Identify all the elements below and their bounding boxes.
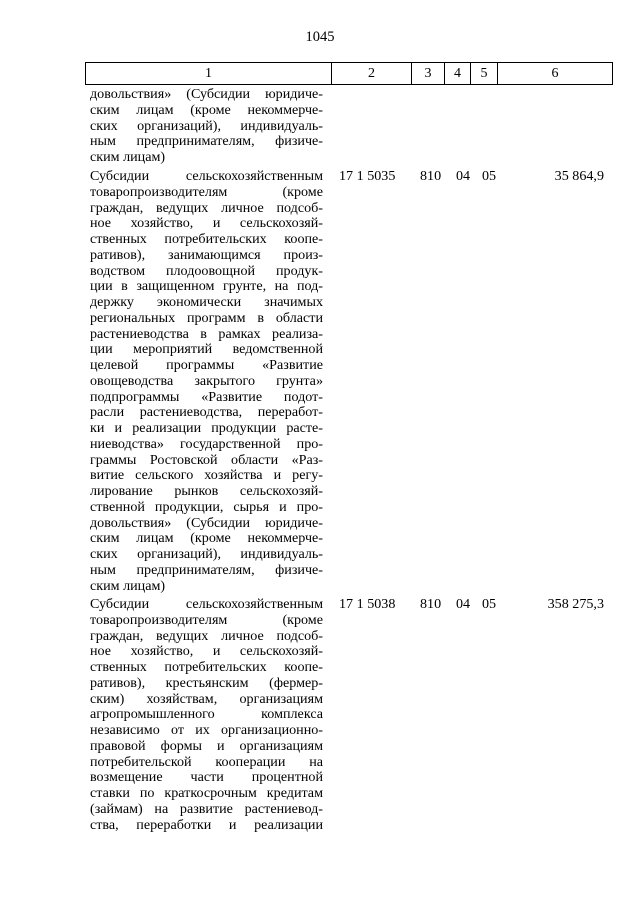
row-code: 17 1 5035 bbox=[339, 168, 396, 184]
description-line: ских организаций), индивидуаль- bbox=[90, 546, 323, 562]
description-line: возмещение части процентной bbox=[90, 769, 323, 786]
description-line: ное хозяйство, и сельскохозяй- bbox=[90, 643, 323, 660]
row-code: 17 1 5038 bbox=[339, 596, 396, 612]
row-section: 04 bbox=[456, 168, 471, 184]
description-line: ства, переработки и реализации bbox=[90, 816, 323, 833]
description-line: товаропроизводителям (кроме bbox=[90, 183, 323, 200]
description-line: довольствия» (Субсидии юридиче- bbox=[90, 86, 323, 102]
column-header-row bbox=[86, 63, 613, 85]
page-number: 1045 bbox=[305, 29, 335, 45]
column-header-6: 6 bbox=[498, 63, 613, 85]
description-line: ским лицам) bbox=[90, 577, 166, 594]
description-line: Субсидии сельскохозяйственным bbox=[90, 596, 323, 612]
description-line: держку экономически значимых bbox=[90, 294, 323, 310]
description-line: лирование рынков сельскохозяй- bbox=[90, 483, 323, 499]
row-amount: 35 864,9 bbox=[554, 168, 604, 184]
description-line: товаропроизводителям (кроме bbox=[90, 611, 323, 628]
row-description bbox=[90, 169, 323, 594]
description-line: ским) хозяйствам, организациям bbox=[90, 690, 323, 707]
description-line: граждан, ведущих личное подсоб- bbox=[90, 199, 323, 216]
description-line: ственной продукции, сырья и про- bbox=[90, 498, 323, 515]
description-line: водством плодоовощной продук- bbox=[90, 262, 323, 279]
description-line: ции в защищенном грунте, на под- bbox=[90, 278, 323, 295]
description-line: ным предпринимателям, физиче- bbox=[90, 133, 323, 150]
description-line: граммы Ростовской области «Раз- bbox=[90, 451, 323, 468]
description-line: потребительской кооперации на bbox=[90, 753, 323, 770]
description-line: региональных программ в области bbox=[90, 309, 323, 326]
description-line: ским лицам) bbox=[90, 149, 166, 165]
description-line: ственных потребительских коопе- bbox=[90, 659, 323, 675]
description-line: ки и реализации продукции расте- bbox=[90, 420, 323, 436]
description-line: (займам) на развитие растениевод- bbox=[90, 800, 323, 817]
description-line: овощеводства закрытого грунта» bbox=[90, 372, 323, 389]
row-amount: 358 275,3 bbox=[547, 596, 604, 612]
description-line: расли растениеводства, переработ- bbox=[90, 404, 323, 421]
description-line: агропромышленного комплекса bbox=[90, 706, 323, 723]
row-expense-type: 810 bbox=[420, 596, 442, 612]
description-line: ративов), крестьянским (фермер- bbox=[90, 674, 323, 691]
row-subsection: 05 bbox=[482, 596, 497, 612]
row-subsection: 05 bbox=[482, 168, 497, 184]
row-expense-type: 810 bbox=[420, 168, 442, 184]
description-line: ции мероприятий ведомственной bbox=[90, 341, 323, 358]
description-line: ставки по краткосрочным кредитам bbox=[90, 785, 323, 801]
description-line: независимо от их организационно- bbox=[90, 722, 323, 738]
description-line: ное хозяйство, и сельскохозяй- bbox=[90, 215, 323, 232]
column-header-3: 3 bbox=[412, 63, 445, 85]
description-line: ственных потребительских коопе- bbox=[90, 231, 323, 247]
description-line: подпрограммы «Развитие подот- bbox=[90, 388, 323, 405]
row-description bbox=[90, 597, 323, 833]
column-header-table bbox=[85, 62, 613, 85]
description-line: довольствия» (Субсидии юридиче- bbox=[90, 514, 323, 531]
description-line: ских организаций), индивидуаль- bbox=[90, 117, 323, 134]
description-line: граждан, ведущих личное подсоб- bbox=[90, 627, 323, 644]
column-header-4: 4 bbox=[445, 63, 471, 85]
description-line: ным предпринимателям, физиче- bbox=[90, 561, 323, 578]
description-line: целевой программы «Развитие bbox=[90, 357, 323, 373]
description-line: правовой формы и организациям bbox=[90, 737, 323, 754]
description-line: Субсидии сельскохозяйственным bbox=[90, 168, 323, 184]
description-line: ниеводства» государственной про- bbox=[90, 435, 323, 452]
column-header-1: 1 bbox=[86, 63, 332, 85]
row-description bbox=[90, 87, 323, 166]
description-line: ским лицам (кроме некоммерче- bbox=[90, 101, 323, 118]
row-section: 04 bbox=[456, 596, 471, 612]
description-line: растениеводства в рамках реализа- bbox=[90, 325, 323, 342]
description-line: витие сельского хозяйства и регу- bbox=[90, 467, 323, 484]
column-header-2: 2 bbox=[332, 63, 412, 85]
description-line: ративов), занимающимся произ- bbox=[90, 246, 323, 263]
column-header-5: 5 bbox=[471, 63, 498, 85]
description-line: ским лицам (кроме некоммерче- bbox=[90, 530, 323, 547]
